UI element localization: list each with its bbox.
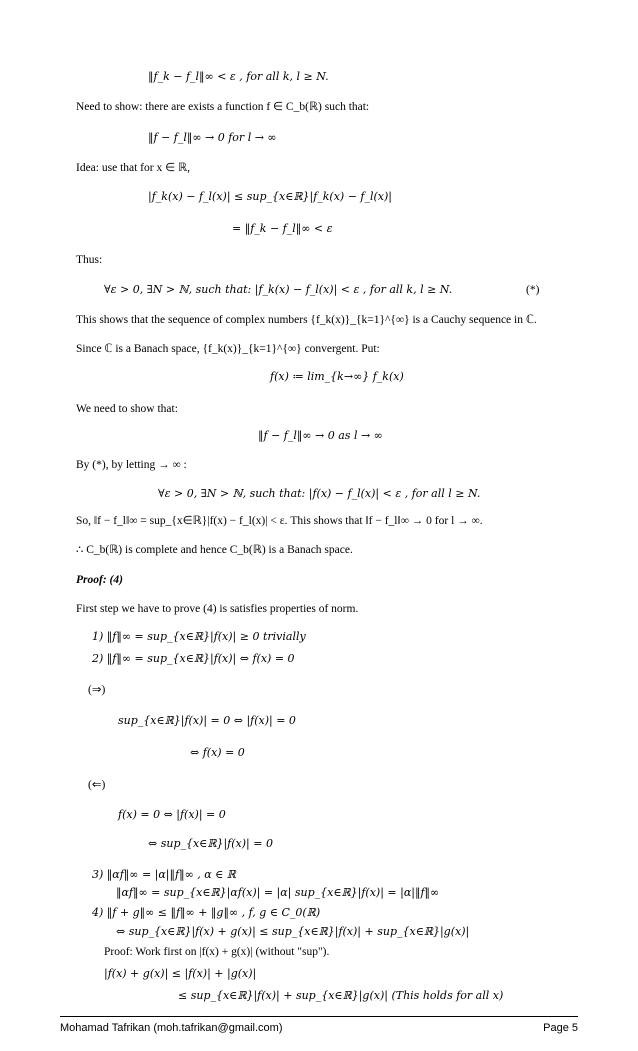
direction-label: (⇐): [88, 778, 106, 791]
equation-line: ‖αf‖∞ = sup_{x∈ℝ}|αf(x)| = |α| sup_{x∈ℝ}|f(x)| = |α|‖f‖∞: [116, 886, 440, 900]
equation-line: ⇔ sup_{x∈ℝ}|f(x) + g(x)| ≤ sup_{x∈ℝ}|f(x)| + sup_{x∈ℝ}|g(x)|: [116, 925, 470, 938]
proof-text-line: Proof: Work first on |f(x) + g(x)| (without "sup").: [104, 946, 330, 958]
equation-line: |f(x) + g(x)| ≤ |f(x)| + |g(x)|: [104, 967, 257, 980]
footer-author: Mohamad Tafrikan (moh.tafrikan@gmail.com): [60, 1022, 283, 1034]
text-line: This shows that the sequence of complex numbers {f_k(x)}_{k=1}^{∞} is a Cauchy sequence in ℂ.: [76, 313, 537, 326]
equation-line: ≤ sup_{x∈ℝ}|f(x)| + sup_{x∈ℝ}|g(x)| (This holds for all x): [178, 989, 504, 1002]
list-item: 4) ‖f + g‖∞ ≤ ‖f‖∞ + ‖g‖∞ , f, g ∈ C_0(ℝ): [92, 905, 321, 919]
text-line: So, ‖f − f_l‖∞ = sup_{x∈ℝ}|f(x) − f_l(x)| < ε. This shows that ‖f − f_l‖∞ → 0 for l → ∞.: [76, 514, 483, 527]
direction-label: (⇒): [88, 684, 106, 697]
equation-line: f(x) = 0 ⇔ |f(x)| = 0: [118, 807, 226, 821]
equation-line: ∀ε > 0, ∃N > ℕ, such that: |f_k(x) − f_l(x)| < ε , for all k, l ≥ N.: [104, 282, 453, 296]
equation-tag: (*): [526, 283, 540, 296]
equation-line: |f_k(x) − f_l(x)| ≤ sup_{x∈ℝ}|f_k(x) − f_l(x)|: [148, 189, 393, 203]
list-item: 1) ‖f‖∞ = sup_{x∈ℝ}|f(x)| ≥ 0 trivially: [92, 630, 306, 643]
footer-rule: [60, 1016, 578, 1017]
text-line: Idea: use that for x ∈ ℝ,: [76, 161, 190, 174]
equation-line: sup_{x∈ℝ}|f(x)| = 0 ⇔ |f(x)| = 0: [118, 714, 296, 728]
equation-line: ‖f − f_l‖∞ → 0 for l → ∞: [148, 130, 277, 144]
equation-line: = ‖f_k − f_l‖∞ < ε: [232, 221, 333, 235]
equation-line: ⇔ f(x) = 0: [190, 746, 245, 760]
text-line: Since ℂ is a Banach space, {f_k(x)}_{k=1}^{∞} convergent. Put:: [76, 342, 380, 355]
equation-line: f(x) ≔ lim_{k→∞} f_k(x): [270, 369, 404, 383]
equation-line: ⇔ sup_{x∈ℝ}|f(x)| = 0: [148, 836, 273, 850]
text-line: Thus:: [76, 253, 103, 266]
list-item: 3) ‖αf‖∞ = |α|‖f‖∞ , α ∈ ℝ: [92, 867, 236, 881]
equation-line: ‖f_k − f_l‖∞ < ε , for all k, l ≥ N.: [148, 70, 329, 83]
text-line: ∴ C_b(ℝ) is complete and hence C_b(ℝ) is a Banach space.: [76, 543, 353, 556]
equation-line: ‖f − f_l‖∞ → 0 as l → ∞: [258, 428, 383, 442]
section-heading: Proof: (4): [76, 573, 123, 586]
text-line: By (*), by letting → ∞ :: [76, 458, 187, 471]
footer-page-number: Page 5: [543, 1022, 578, 1034]
text-line: First step we have to prove (4) is satisfies properties of norm.: [76, 602, 359, 615]
equation-line: ∀ε > 0, ∃N > ℕ, such that: |f(x) − f_l(x)| < ε , for all l ≥ N.: [158, 486, 481, 500]
text-line: We need to show that:: [76, 402, 178, 415]
text-line: Need to show: there are exists a function f ∈ C_b(ℝ) such that:: [76, 100, 370, 113]
list-item: 2) ‖f‖∞ = sup_{x∈ℝ}|f(x)| ⇔ f(x) = 0: [92, 652, 295, 666]
